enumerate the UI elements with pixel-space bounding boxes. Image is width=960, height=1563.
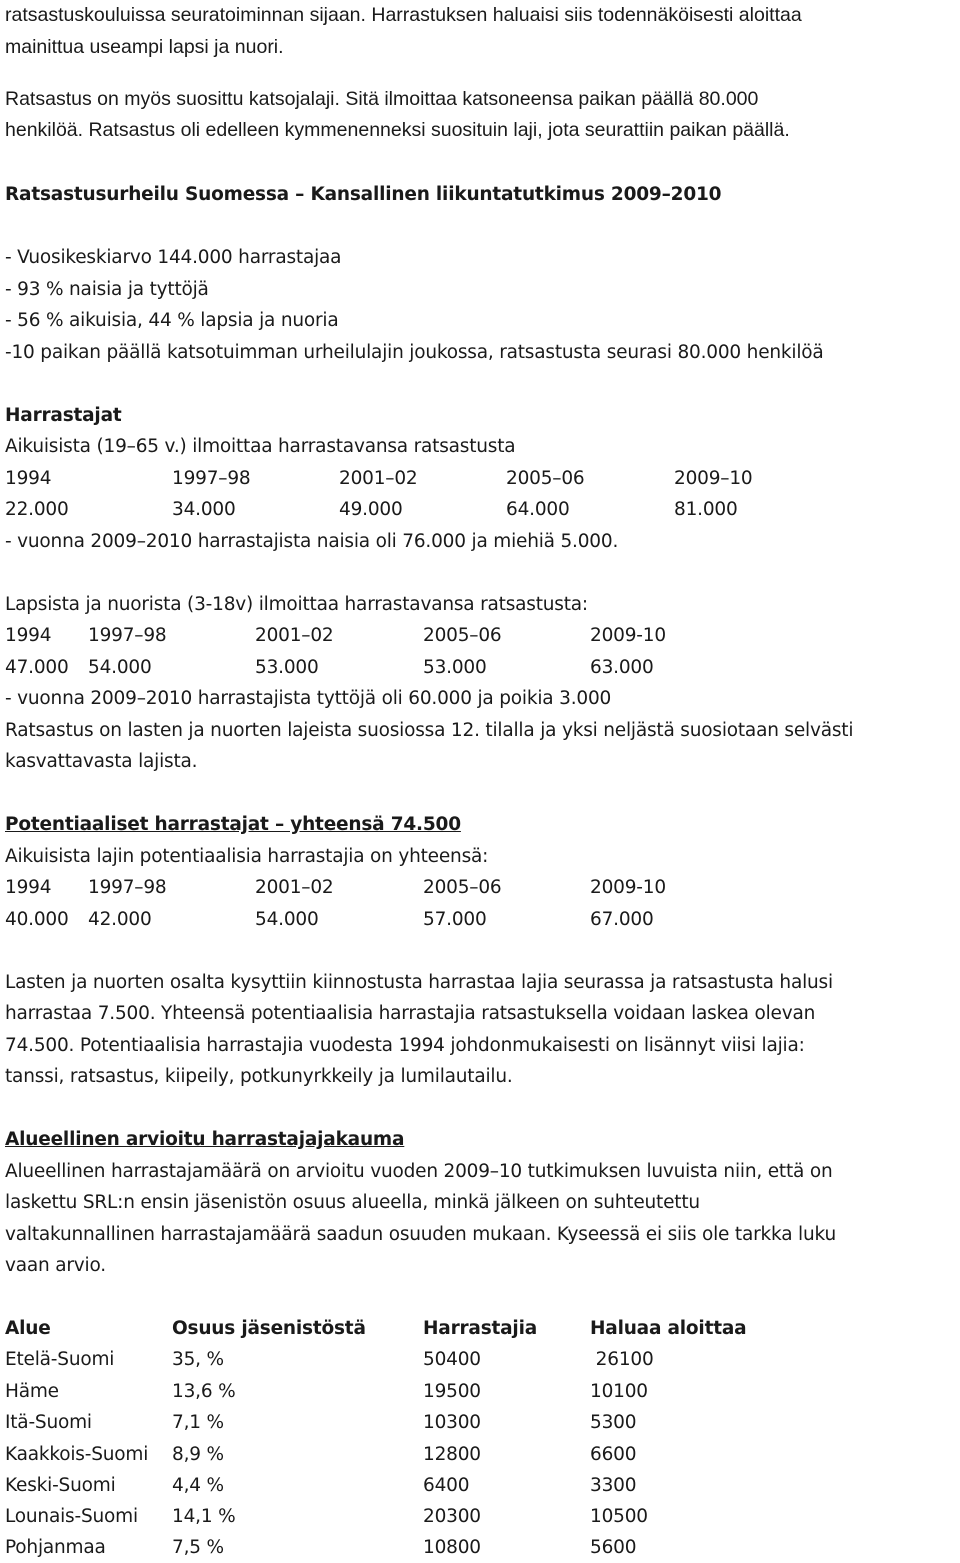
kids-value: 47.000: [5, 657, 69, 678]
table-cell-share: 14,1 %: [172, 1506, 236, 1527]
table-header-osuus: Osuus jäsenistöstä: [172, 1318, 366, 1339]
table-cell-hobbyists: 19500: [423, 1381, 481, 1402]
table-cell-hobbyists: 6400: [423, 1475, 470, 1496]
table-cell-region: Kaakkois-Suomi: [5, 1444, 149, 1465]
table-cell-region: Lounais-Suomi: [5, 1506, 138, 1527]
table-header-haluaa: Haluaa aloittaa: [590, 1318, 747, 1339]
potential-value: 40.000: [5, 909, 69, 930]
regional-heading: Alueellinen arvioitu harrastajajakauma: [5, 1129, 405, 1150]
kids-rank-line-1: Ratsastus on lasten ja nuorten lajeista suosiossa 12. tilalla ja yksi neljästä suosiotaan selvästi: [5, 720, 854, 741]
adults-intro: Aikuisista (19–65 v.) ilmoittaa harrastavansa ratsastusta: [5, 436, 516, 457]
intro-line-4: henkilöä. Ratsastus oli edelleen kymmenenneksi suosituin laji, jota seurattiin paikan päällä.: [5, 119, 790, 141]
kids-year: 2001–02: [255, 625, 334, 646]
kids-year: 1994: [5, 625, 52, 646]
table-cell-share: 7,5 %: [172, 1537, 224, 1558]
table-cell-hobbyists: 20300: [423, 1506, 481, 1527]
adults-value: 64.000: [506, 499, 570, 520]
kids-value: 63.000: [590, 657, 654, 678]
potential-para-line: Lasten ja nuorten osalta kysyttiin kiinnostusta harrastaa lajia seurassa ja ratsastusta halusi: [5, 972, 833, 993]
table-cell-want-to-start: 10500: [590, 1506, 648, 1527]
potential-value: 57.000: [423, 909, 487, 930]
regional-para-line: vaan arvio.: [5, 1255, 106, 1276]
kids-value: 53.000: [255, 657, 319, 678]
kids-year: 2005–06: [423, 625, 502, 646]
kids-note: - vuonna 2009–2010 harrastajista tyttöjä oli 60.000 ja poikia 3.000: [5, 688, 612, 709]
table-cell-region: Häme: [5, 1381, 59, 1402]
harrastajat-heading: Harrastajat: [5, 405, 122, 426]
table-cell-want-to-start: 5300: [590, 1412, 637, 1433]
adults-year: 1997–98: [172, 468, 251, 489]
table-cell-share: 35, %: [172, 1349, 224, 1370]
intro-line-3: Ratsastus on myös suosittu katsojalaji. Sitä ilmoittaa katsoneensa paikan päällä 80.000: [5, 88, 759, 110]
kids-rank-line-2: kasvattavasta lajista.: [5, 751, 198, 772]
kids-year: 2009-10: [590, 625, 666, 646]
table-cell-hobbyists: 50400: [423, 1349, 481, 1370]
adults-year: 2009–10: [674, 468, 753, 489]
table-cell-share: 13,6 %: [172, 1381, 236, 1402]
potential-para-line: 74.500. Potentiaalisia harrastajia vuodesta 1994 johdonmukaisesti on lisännyt viisi lajia:: [5, 1035, 805, 1056]
adults-value: 34.000: [172, 499, 236, 520]
adults-value: 22.000: [5, 499, 69, 520]
table-cell-hobbyists: 10300: [423, 1412, 481, 1433]
potential-year: 1994: [5, 877, 52, 898]
table-header-harrastajia: Harrastajia: [423, 1318, 538, 1339]
potential-intro: Aikuisista lajin potentiaalisia harrastajia on yhteensä:: [5, 846, 489, 867]
kids-intro: Lapsista ja nuorista (3-18v) ilmoittaa harrastavansa ratsastusta:: [5, 594, 588, 615]
regional-para-line: valtakunnallinen harrastajamäärä saadun osuuden mukaan. Kyseessä ei siis ole tarkka luku: [5, 1224, 836, 1245]
table-cell-region: Itä-Suomi: [5, 1412, 92, 1433]
table-cell-share: 7,1 %: [172, 1412, 224, 1433]
kids-value: 53.000: [423, 657, 487, 678]
potential-year: 2005–06: [423, 877, 502, 898]
adults-note: - vuonna 2009–2010 harrastajista naisia oli 76.000 ja miehiä 5.000.: [5, 531, 619, 552]
table-cell-want-to-start: 6600: [590, 1444, 637, 1465]
table-cell-hobbyists: 12800: [423, 1444, 481, 1465]
potential-year: 1997–98: [88, 877, 167, 898]
intro-line-1: ratsastuskouluissa seuratoiminnan sijaan. Harrastuksen haluaisi siis todennäköisesti aloittaa: [5, 4, 802, 26]
table-cell-region: Pohjanmaa: [5, 1537, 106, 1558]
adults-value: 81.000: [674, 499, 738, 520]
table-cell-share: 4,4 %: [172, 1475, 224, 1496]
potential-heading: Potentiaaliset harrastajat – yhteensä 74.500: [5, 814, 461, 835]
table-cell-share: 8,9 %: [172, 1444, 224, 1465]
table-cell-region: Keski-Suomi: [5, 1475, 116, 1496]
table-header-alue: Alue: [5, 1318, 51, 1339]
table-cell-want-to-start: 26100: [590, 1349, 654, 1370]
adults-year: 2005–06: [506, 468, 585, 489]
potential-value: 42.000: [88, 909, 152, 930]
survey-bullet: - 56 % aikuisia, 44 % lapsia ja nuoria: [5, 310, 339, 331]
potential-year: 2001–02: [255, 877, 334, 898]
potential-value: 67.000: [590, 909, 654, 930]
survey-bullet: -10 paikan päällä katsotuimman urheilulajin joukossa, ratsastusta seurasi 80.000 henkilöä: [5, 342, 824, 363]
survey-heading: Ratsastusurheilu Suomessa – Kansallinen liikuntatutkimus 2009–2010: [5, 184, 722, 205]
adults-year: 2001–02: [339, 468, 418, 489]
intro-line-2: mainittua useampi lapsi ja nuori.: [5, 36, 284, 58]
table-cell-want-to-start: 3300: [590, 1475, 637, 1496]
potential-para-line: tanssi, ratsastus, kiipeily, potkunyrkkeily ja lumilautailu.: [5, 1066, 513, 1087]
kids-year: 1997–98: [88, 625, 167, 646]
survey-bullet: - Vuosikeskiarvo 144.000 harrastajaa: [5, 247, 342, 268]
regional-para-line: laskettu SRL:n ensin jäsenistön osuus alueella, minkä jälkeen on suhteutettu: [5, 1192, 700, 1213]
table-cell-want-to-start: 5600: [590, 1537, 637, 1558]
table-cell-want-to-start: 10100: [590, 1381, 648, 1402]
potential-year: 2009-10: [590, 877, 666, 898]
table-cell-region: Etelä-Suomi: [5, 1349, 115, 1370]
adults-year: 1994: [5, 468, 52, 489]
potential-para-line: harrastaa 7.500. Yhteensä potentiaalisia harrastajia ratsastuksella voidaan laskea olevan: [5, 1003, 816, 1024]
regional-para-line: Alueellinen harrastajamäärä on arvioitu vuoden 2009–10 tutkimuksen luvuista niin, että on: [5, 1161, 833, 1182]
adults-value: 49.000: [339, 499, 403, 520]
kids-value: 54.000: [88, 657, 152, 678]
table-cell-hobbyists: 10800: [423, 1537, 481, 1558]
survey-bullet: - 93 % naisia ja tyttöjä: [5, 279, 209, 300]
potential-value: 54.000: [255, 909, 319, 930]
